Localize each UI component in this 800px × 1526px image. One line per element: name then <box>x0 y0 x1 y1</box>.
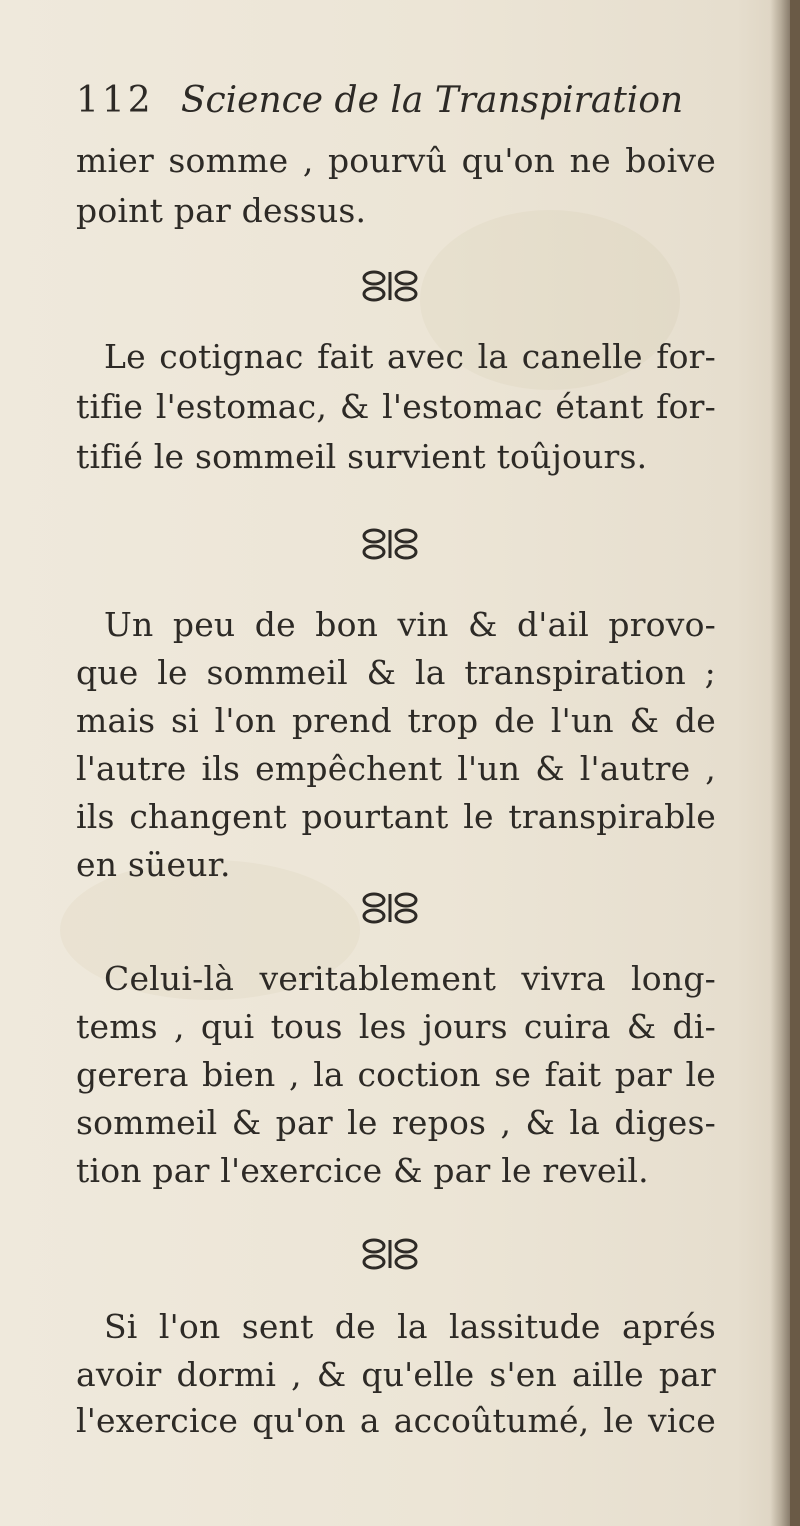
text-line: ils changent pourtant le transpirable <box>76 797 716 836</box>
text-line: Celui-là veritablement vivra long- <box>104 959 716 998</box>
text-line: que le sommeil & la transpiration ; <box>76 653 716 692</box>
fleuron-icon <box>360 1236 420 1272</box>
text-line: Le cotignac fait avec la canelle for- <box>104 337 716 376</box>
text-line: avoir dormi , & qu'elle s'en aille par <box>76 1355 716 1394</box>
text-line: mais si l'on prend trop de l'un & de <box>76 701 716 740</box>
text-line: mier somme , pourvû qu'on ne boive <box>76 141 716 180</box>
text-line: sommeil & par le repos , & la diges- <box>76 1103 716 1142</box>
fleuron-icon <box>360 526 420 562</box>
text-line: l'autre ils empêchent l'un & l'autre , <box>76 749 716 788</box>
fleuron-icon <box>360 890 420 926</box>
text-line: tifie l'estomac, & l'estomac étant for- <box>76 387 716 426</box>
text-line: tifié le sommeil survient toûjours. <box>76 437 648 476</box>
text-line: Si l'on sent de la lassitude aprés <box>104 1307 716 1346</box>
running-header <box>76 80 736 132</box>
running-title: Science de la Transpiration <box>180 80 684 121</box>
fleuron-icon <box>360 268 420 304</box>
text-line: tems , qui tous les jours cuira & di- <box>76 1007 716 1046</box>
text-line: tion par l'exercice & par le reveil. <box>76 1151 649 1190</box>
text-line: en süeur. <box>76 845 231 884</box>
page-number: 112 <box>76 80 154 121</box>
text-line: point par dessus. <box>76 191 367 230</box>
text-line: l'exercice qu'on a accoûtumé, le vice <box>76 1401 716 1440</box>
text-line: Un peu de bon vin & d'ail provo- <box>104 605 716 644</box>
page-edge <box>790 0 800 1526</box>
text-line: gerera bien , la coction se fait par le <box>76 1055 716 1094</box>
